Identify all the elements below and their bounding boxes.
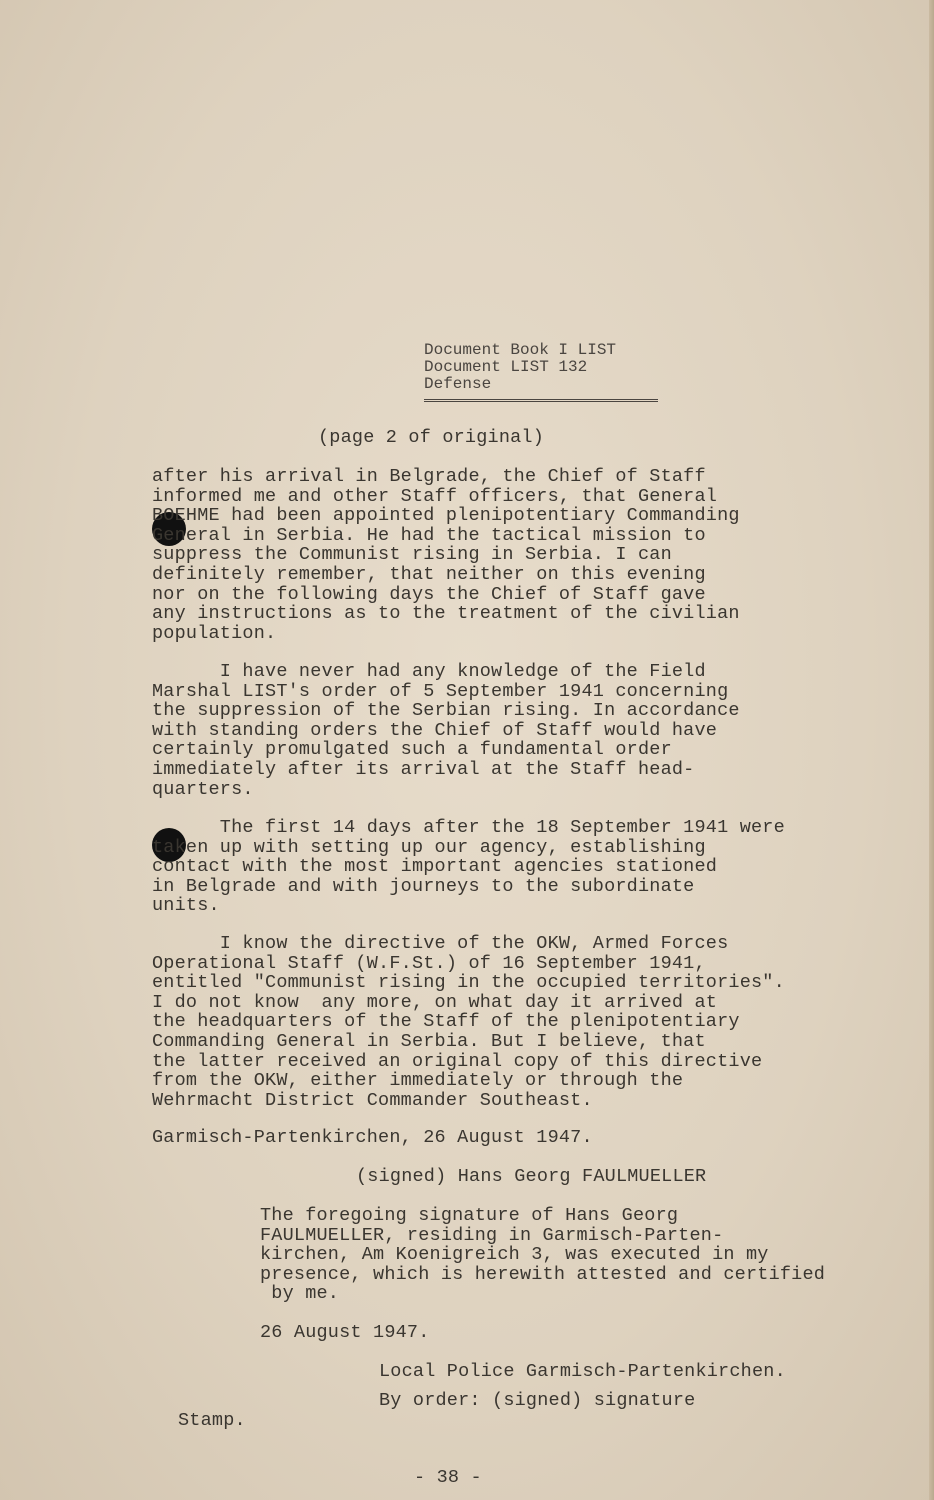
place-date: Garmisch-Partenkirchen, 26 August 1947.	[152, 1127, 593, 1148]
signature-line: (signed) Hans Georg FAULMUELLER	[356, 1166, 707, 1187]
police-authority: Local Police Garmisch-Partenkirchen.	[379, 1361, 786, 1382]
certification-text: The foregoing signature of Hans Georg FAULMUELLER, residing in Garmisch-Parten- kirchen, Am Koenigreich 3, was executed in my presence, which is herewith attested and certified by me.	[260, 1205, 826, 1305]
by-order-line: By order: (signed) signature	[379, 1390, 696, 1411]
page-number: - 38 -	[414, 1467, 482, 1488]
stamp-label: Stamp.	[178, 1410, 246, 1431]
header-line-3: Defense	[424, 375, 492, 393]
page-note: (page 2 of original)	[318, 427, 545, 448]
document-header	[424, 342, 616, 393]
paragraph-2: I have never had any knowledge of the Field Marshal LIST's order of 5 September 1941 concerning the suppression of the Serbian rising. In accordance with standing orders the Chief of Staff would have certainly promulgated such a fundamental order immediately after its arrival at the Staff head- quarters.	[152, 661, 740, 800]
paragraph-3: The first 14 days after the 18 September 1941 were taken up with setting up our agency, establishing contact with the most important agencies stationed in Belgrade and with journeys to the subordinate units.	[152, 817, 785, 917]
header-line-1: Document Book I LIST	[424, 341, 617, 359]
certification-date: 26 August 1947.	[260, 1322, 430, 1343]
paragraph-1: after his arrival in Belgrade, the Chief of Staff informed me and other Staff officers, that General BOEHME had been appointed plenipotentiary Commanding General in Serbia. He had the tactical mission to suppress the Communist rising in Serbia. I can definitely remember, that neither on this evening nor on the following days the Chief of Staff gave any instructions as to the treatment of the civilian population.	[152, 466, 740, 644]
page-edge	[929, 0, 934, 1500]
header-line-2: Document LIST 132	[424, 358, 588, 376]
paragraph-4: I know the directive of the OKW, Armed Forces Operational Staff (W.F.St.) of 16 September 1941, entitled "Communist rising in the occupied territories". I do not know any more, on what day it arrived at the headquarters of the Staff of the plenipotentiary Commanding General in Serbia. But I believe, that the latter received an original copy of this directive from the OKW, either immediately or through the Wehrmacht District Commander Southeast.	[152, 933, 785, 1111]
header-rule	[424, 399, 658, 402]
